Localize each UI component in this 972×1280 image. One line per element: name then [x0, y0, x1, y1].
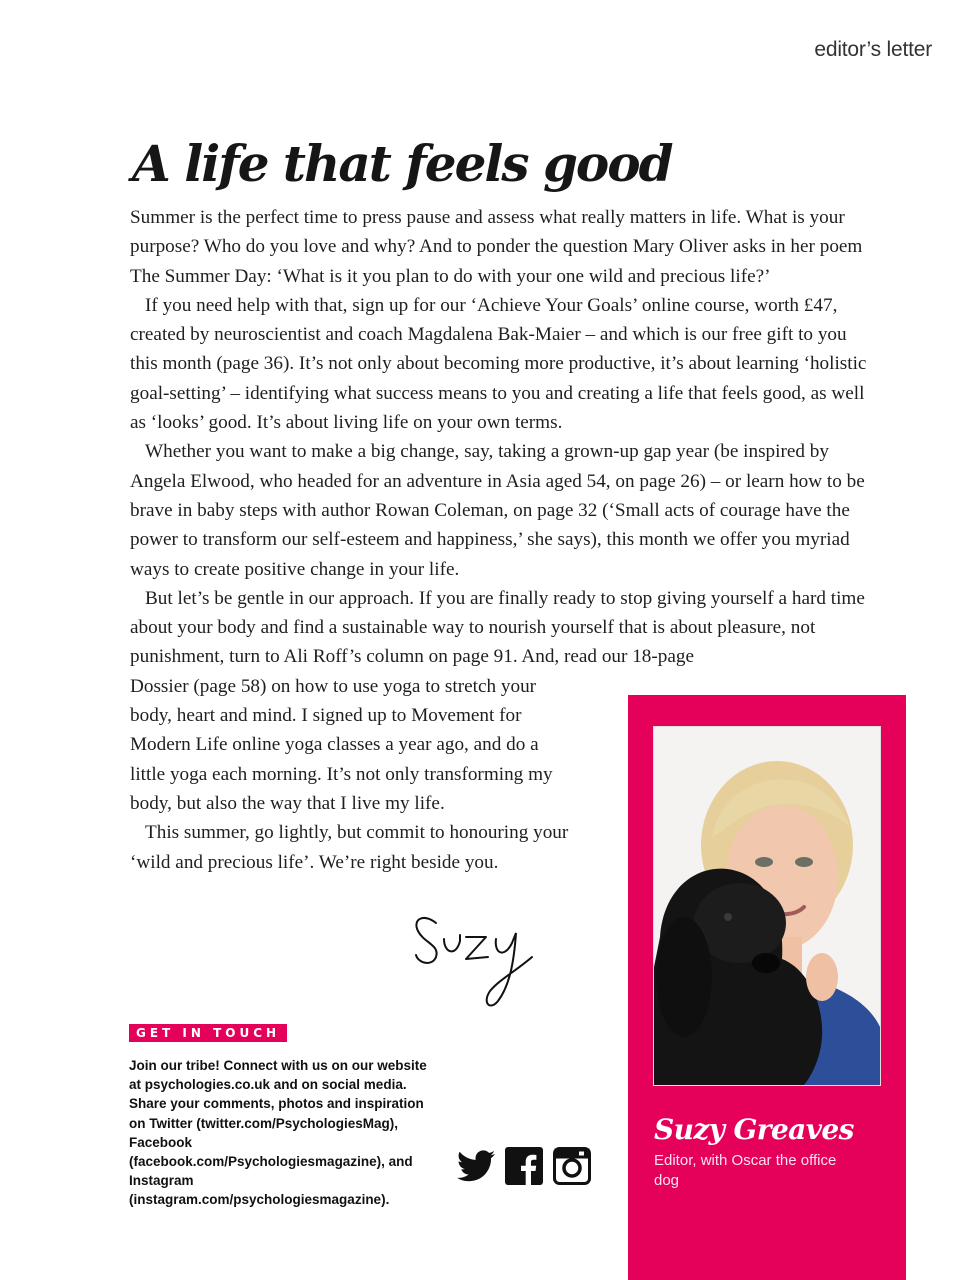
- editor-photo: [653, 726, 881, 1086]
- contact-text: Join our tribe! Connect with us on our website at psychologies.co.uk and on social media. Share your comments, photos and inspiration on Twitter (twitter.com/PsychologiesMag), Facebook (facebook.com/Psychologiesmagazine), and Instagram (instagram.com/psychologiesmagazine).: [129, 1058, 427, 1208]
- article-paragraph: Whether you want to make a big change, say, taking a grown-up gap year (be inspired by Angela Elwood, who headed for an adventure in Asia aged 54, on page 26) – or learn how to be brave in baby steps with author Rowan Coleman, on page 32 (‘Small acts of courage have the power to transform our self-esteem and happiness,’ she says), this month we offer you myriad ways to create positive change in your life.: [130, 441, 865, 580]
- article-paragraph: If you need help with that, sign up for our ‘Achieve Your Goals’ online course, worth £47, created by neuroscientist and coach Magdalena Bak-Maier – and which is our free gift to you this month (page 36). It’s not only about becoming more productive, it’s about learning ‘holistic goal-setting’ – identifying what success means to you and creating a life that feels good, as well as ‘looks’ good. It’s about living life on your own terms.: [130, 294, 867, 434]
- contact-heading: GET IN TOUCH: [129, 1024, 287, 1042]
- editor-caption: Editor, with Oscar the office dog: [654, 1152, 837, 1189]
- section-label: editor’s letter: [814, 38, 932, 61]
- article-paragraph: But let’s be gentle in our approach. If you are finally ready to stop giving yourself a hard time about your body and find a sustainable way to nourish yourself that is about pleasure, not punishment, turn to Ali Roff’s column on page 91. And, read our 18-page: [130, 587, 865, 668]
- editor-signature: [410, 905, 540, 1020]
- facebook-icon[interactable]: [505, 1147, 543, 1190]
- editor-name: Suzy Greaves: [654, 1113, 854, 1146]
- editor-panel: [628, 695, 906, 1280]
- instagram-icon[interactable]: [553, 1147, 591, 1190]
- social-icons: [457, 1147, 591, 1190]
- article-paragraph: Summer is the perfect time to press pause and assess what really matters in life. What is your purpose? Who do you love and why? And to ponder the question Mary Oliver asks in her poem The Summer Day: ‘What is it you plan to do with your one wild and precious life?’: [130, 207, 863, 287]
- article-headline: A life that feels good: [132, 134, 672, 193]
- article-paragraph: This summer, go lightly, but commit to honouring your ‘wild and precious life’. We’re right beside you.: [130, 822, 569, 873]
- twitter-icon[interactable]: [457, 1150, 495, 1187]
- article-paragraph: Dossier (page 58) on how to use yoga to stretch your body, heart and mind. I signed up to Movement for Modern Life online yoga classes a year ago, and do a little yoga each morning. It’s not only transforming my body, but also the way that I live my life.: [130, 675, 553, 814]
